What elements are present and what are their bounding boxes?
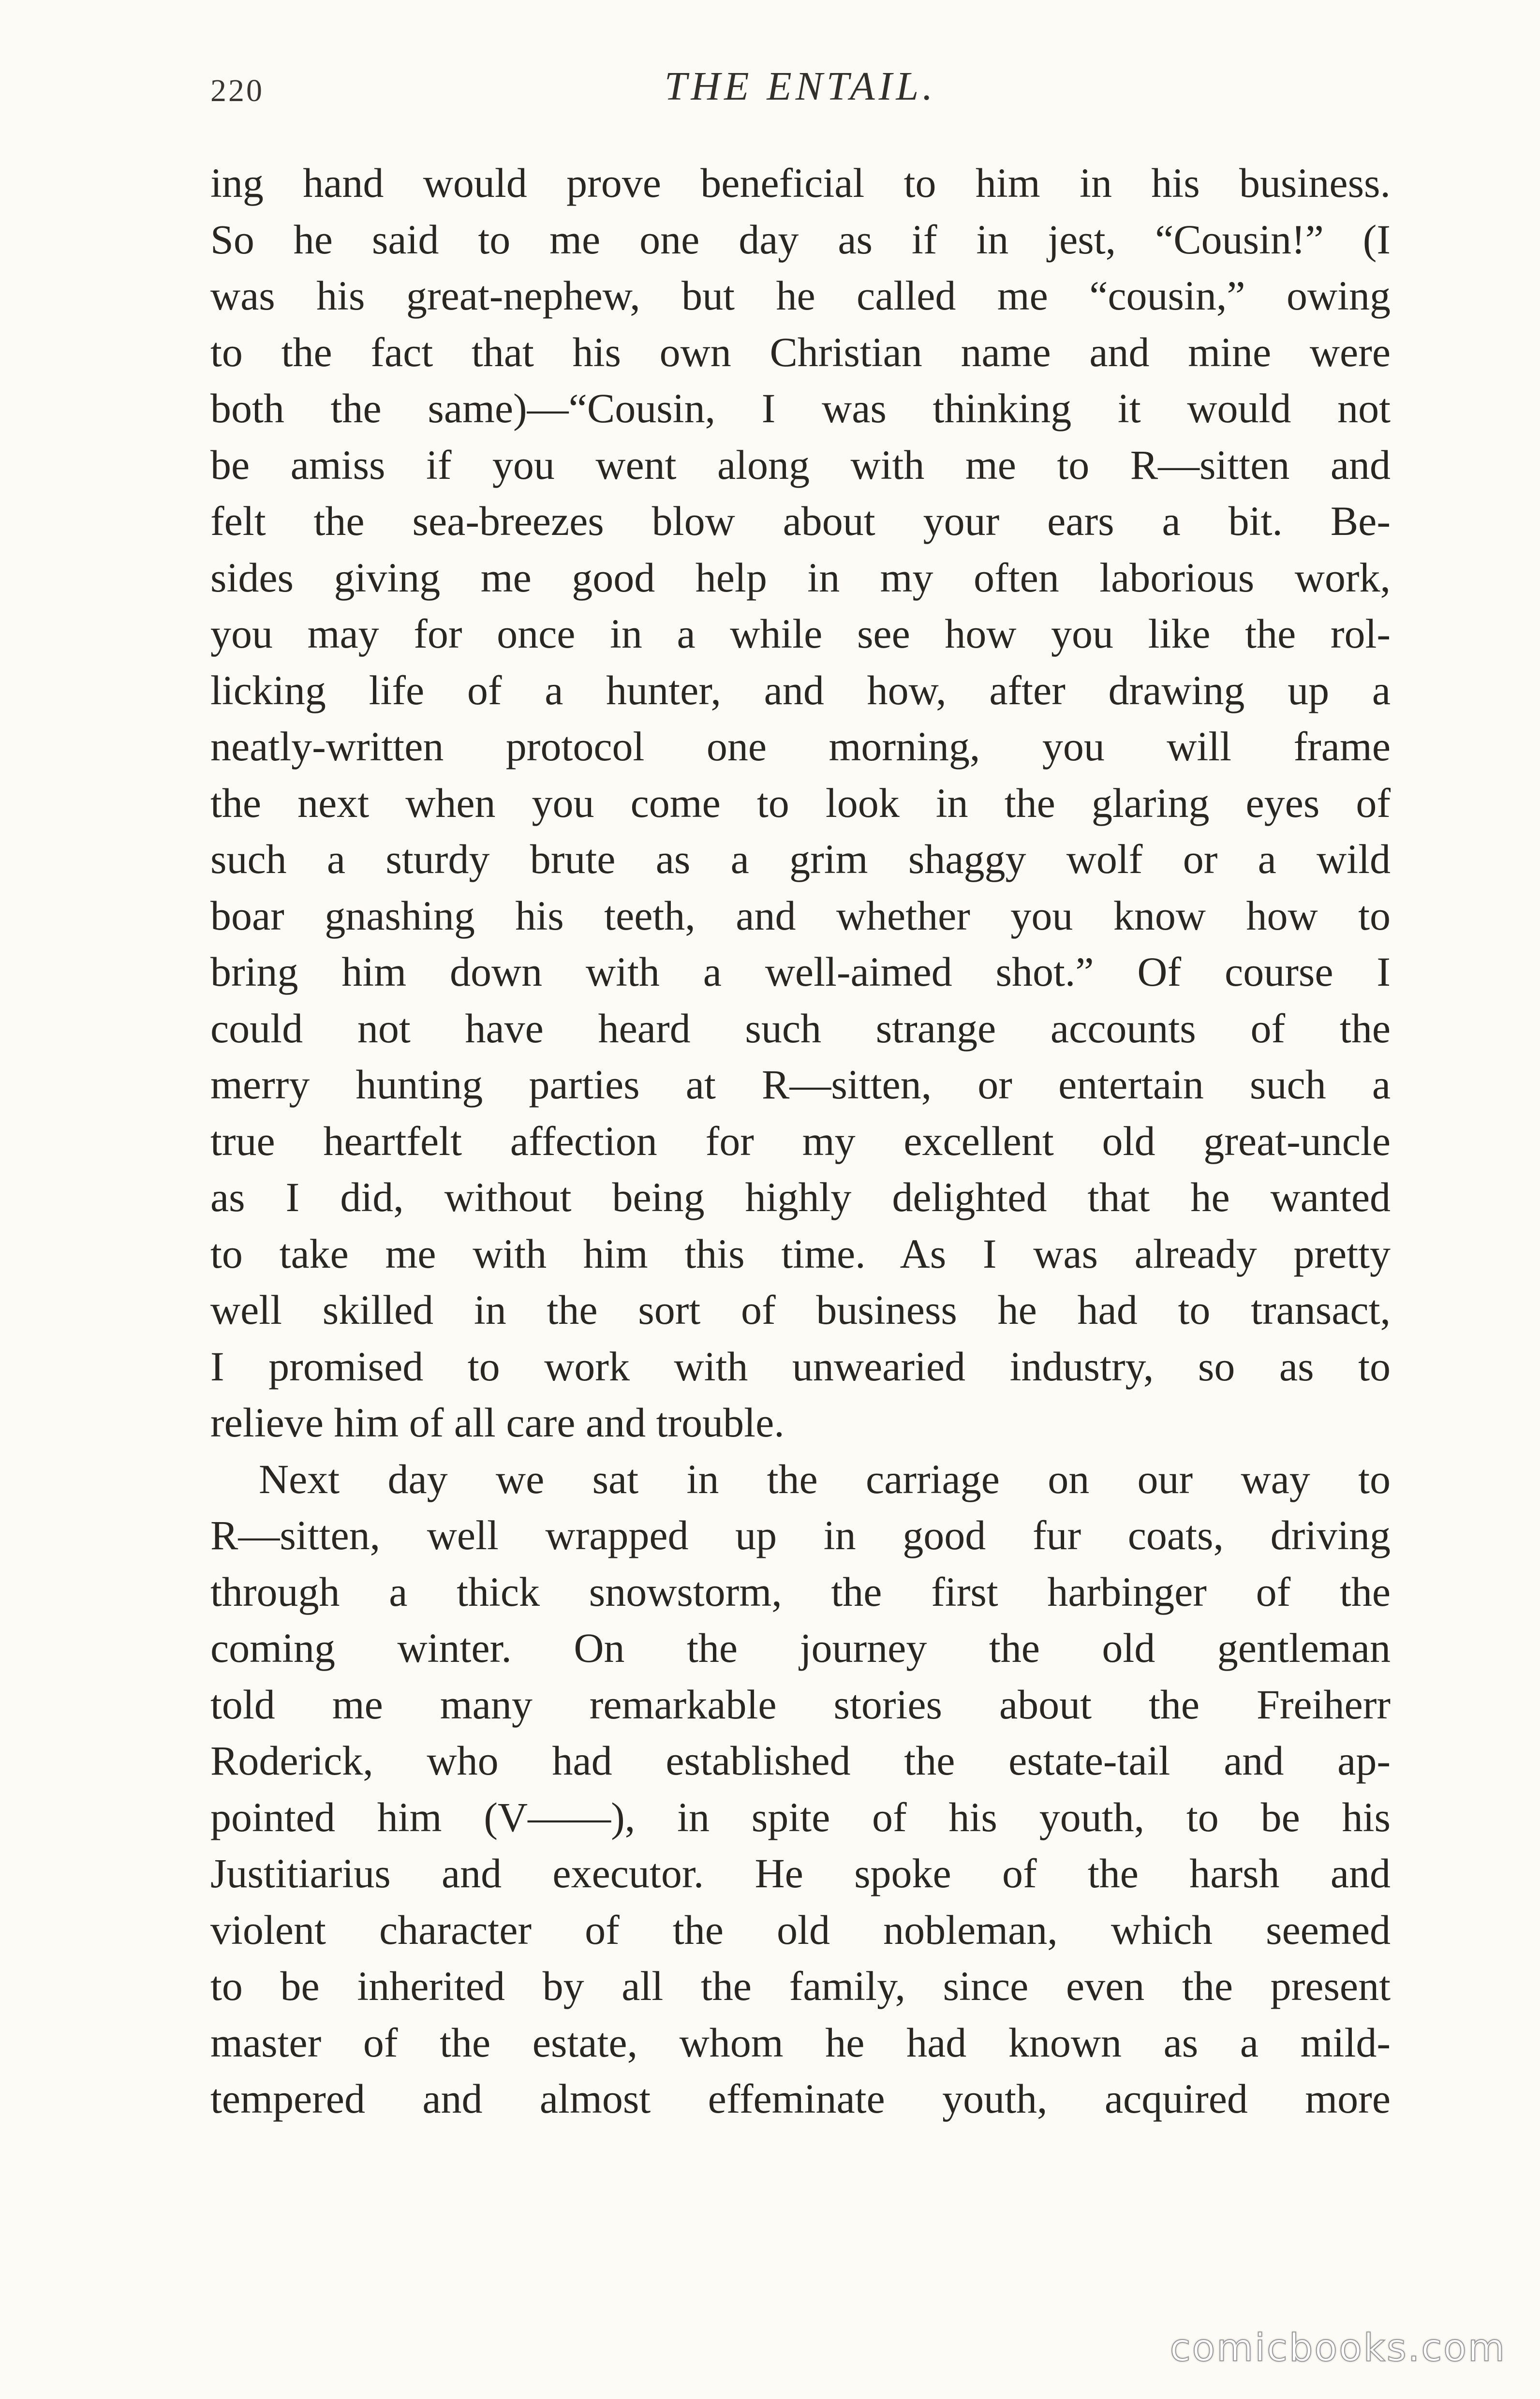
running-head [210,63,1391,116]
text-line: So he said to me one day as if in jest, “Cousin!” (I [210,216,1391,263]
running-title: THE ENTAIL. [664,64,937,109]
text-line: true heartfelt affection for my excellent old great-uncle [210,1117,1391,1164]
text-line: to the fact that his own Christian name and mine were [210,328,1391,375]
text-line: well skilled in the sort of business he had to transact, [210,1287,1391,1333]
text-line: Roderick, who had established the estate-tail and ap- [210,1737,1391,1784]
text-line: ing hand would prove beneficial to him in his business. [210,160,1391,206]
site-watermark: comicbooks.com [1170,2326,1506,2370]
text-line: through a thick snowstorm, the first harbinger of the [210,1568,1391,1615]
text-line: R—sitten, well wrapped up in good fur coats, driving [210,1512,1391,1558]
text-line: you may for once in a while see how you like the rol- [210,610,1391,657]
text-line: told me many remarkable stories about the Freiherr [210,1681,1391,1728]
text-line: tempered and almost effeminate youth, acquired more [210,2075,1391,2122]
text-line: be amiss if you went along with me to R—sitten and [210,441,1391,488]
page-number: 220 [210,73,264,108]
text-line: the next when you come to look in the glaring eyes of [210,779,1391,826]
paragraph-end-line: relieve him of all care and trouble. [210,1399,785,1446]
text-line: merry hunting parties at R—sitten, or entertain such a [210,1061,1391,1108]
text-line: master of the estate, whom he had known as a mild- [210,2019,1391,2066]
text-line: to take me with him this time. As I was already pretty [210,1230,1391,1277]
text-line: neatly-written protocol one morning, you will frame [210,723,1391,770]
text-line: I promised to work with unwearied industry, so as to [210,1343,1391,1390]
text-line: as I did, without being highly delighted that he wanted [210,1174,1391,1220]
text-line: pointed him (V——), in spite of his youth, to be his [210,1793,1391,1840]
text-line: violent character of the old nobleman, which seemed [210,1906,1391,1953]
text-line: Justitiarius and executor. He spoke of the harsh and [210,1850,1391,1896]
text-line: coming winter. On the journey the old gentleman [210,1625,1391,1671]
paragraph-start-line: Next day we sat in the carriage on our way to [259,1455,1391,1502]
text-line: to be inherited by all the family, since even the present [210,1963,1391,2009]
text-line: boar gnashing his teeth, and whether you know how to [210,892,1391,939]
text-line: sides giving me good help in my often laborious work, [210,554,1391,601]
text-line: felt the sea-breezes blow about your ears a bit. Be- [210,498,1391,544]
text-line: bring him down with a well-aimed shot.” Of course I [210,948,1391,995]
text-line: could not have heard such strange accounts of the [210,1005,1391,1051]
text-line: such a sturdy brute as a grim shaggy wolf or a wild [210,836,1391,882]
text-line: both the same)—“Cousin, I was thinking it would not [210,385,1391,431]
text-line: licking life of a hunter, and how, after drawing up a [210,666,1391,713]
body-text [210,155,1391,2127]
text-line: was his great-nephew, but he called me “cousin,” owing [210,272,1391,319]
